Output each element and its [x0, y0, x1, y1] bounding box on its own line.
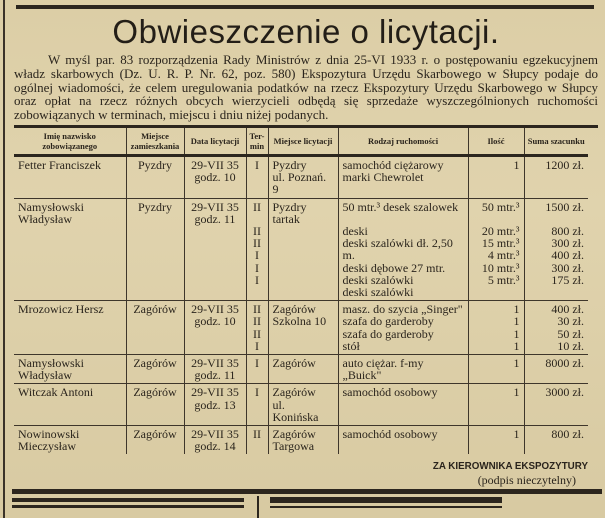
cell-item — [338, 301, 468, 355]
table-header-row — [14, 128, 588, 156]
signature-block — [14, 460, 588, 487]
cell-place — [268, 198, 338, 301]
cell-term-line: II — [253, 314, 261, 329]
cell-sum-line: 300 zł. — [551, 260, 584, 275]
cell-sum-line: 1200 zł. — [545, 157, 584, 172]
cell-qty-line: 4 mtr.³ — [487, 248, 520, 263]
cell-place-line: ul. Poznań. 9 — [272, 170, 327, 197]
cell-name-line: Namysłowski — [18, 199, 84, 214]
cell-place-line: Szkolna 10 — [272, 314, 327, 329]
cell-place-line: Zagórów — [272, 302, 316, 317]
cell-sum-line: 800 zł. — [551, 427, 584, 442]
cell-residence — [126, 155, 184, 198]
cell-sum-line: 50 zł. — [557, 326, 584, 341]
cell-qty — [468, 384, 524, 426]
next-column-rule-right — [270, 497, 502, 503]
cell-sum — [524, 384, 588, 426]
cell-residence-line: Zagórów — [133, 385, 177, 400]
cell-date-line: godz. 13 — [194, 397, 236, 412]
cell-name — [14, 198, 126, 301]
cell-date-line: 29-VII 35 — [191, 427, 239, 442]
cell-residence — [126, 355, 184, 384]
next-column-rule-left-2 — [12, 505, 244, 508]
table-row — [14, 426, 588, 455]
cell-term — [246, 155, 268, 198]
cell-sum-line: 3000 zł. — [545, 385, 584, 400]
cell-name-line: Nowinowski — [18, 427, 80, 442]
cell-name-line: Władysław — [18, 368, 72, 383]
cell-name — [14, 355, 126, 384]
cell-term-line: II — [253, 326, 261, 341]
cell-item-line: deski szalówki — [342, 272, 414, 287]
cell-term-line: II — [253, 302, 261, 317]
cell-qty-line: 1 — [513, 314, 520, 329]
notice-intro: W myśl par. 83 rozporządzenia Rady Ministrów z dnia 25-VI 1933 r. o postępowaniu egzekucyjnem władz skarbowych (Dz. U. R. P. Nr. 62, poz. 580) Ekspozytura Urzędu Skarbowego w Słupcy podaje do ogólnej wiadomości, że celem uregulowania podatków na rzecz Ekspozytury Urzędu Skarbowego w Słupcy oraz opłat na rzecz różnych obcych wierzycieli odbędą się sprzedaże wyszczególnionych ruchomości zobowiązanych w terminach, miejscu i dniu niżej podanych. — [14, 52, 598, 123]
cell-term — [246, 355, 268, 384]
cell-qty-line: 1 — [513, 302, 520, 317]
cell-qty — [468, 198, 524, 301]
cell-item-line: samochód ciężarowy — [342, 157, 444, 172]
cell-qty-line: 50 mtr.³ — [481, 199, 520, 214]
cell-name-line: Mieczysław — [18, 439, 76, 454]
cell-qty-line: 10 mtr.³ — [481, 260, 520, 275]
cell-qty-line: 1 — [513, 157, 520, 172]
cell-sum-line: 400 zł. — [551, 248, 584, 263]
table-row — [14, 355, 588, 384]
signature-note: (podpis nieczytelny) — [477, 473, 576, 488]
cell-qty-line: 20 mtr.³ — [481, 223, 520, 238]
cell-qty — [468, 155, 524, 198]
header-name: Imię nazwisko zobowiązanego — [14, 128, 126, 156]
cell-place-line: Targowa — [272, 439, 315, 454]
cell-name-line: Mrozowicz Hersz — [18, 302, 104, 317]
cell-sum — [524, 198, 588, 301]
cell-sum-line: 10 zł. — [557, 338, 584, 353]
cell-term — [246, 198, 268, 301]
header-term: Ter-min — [246, 128, 268, 156]
cell-qty-line: 15 mtr.³ — [481, 236, 520, 251]
cell-term-line: I — [255, 356, 259, 371]
cell-qty-line: 1 — [513, 427, 520, 442]
table-row — [14, 198, 588, 301]
cell-qty-line: 1 — [513, 338, 520, 353]
cell-item-line: samochód osobowy — [342, 385, 438, 400]
cell-sum-line: 300 zł. — [551, 236, 584, 251]
next-column-rule-right-2 — [270, 506, 502, 508]
cell-item — [338, 426, 468, 455]
cell-place — [268, 426, 338, 455]
next-column-rule-left — [12, 498, 244, 502]
cell-date-line: godz. 10 — [194, 314, 236, 329]
cell-date-line: godz. 11 — [194, 211, 236, 226]
cell-term-line: II — [253, 223, 261, 238]
cell-residence-line: Pyzdry — [138, 199, 172, 214]
cell-sum-line: 400 zł. — [551, 302, 584, 317]
cell-qty-line: 1 — [513, 385, 520, 400]
cell-term-line: I — [255, 338, 259, 353]
cell-date — [184, 301, 246, 355]
cell-term-line: I — [255, 157, 259, 172]
cell-item-line: marki Chewrolet — [342, 170, 424, 185]
cell-item-line: 50 mtr.³ desek szalowek — [342, 199, 459, 214]
cell-place-line: tartak — [272, 211, 300, 226]
cell-qty — [468, 355, 524, 384]
cell-name — [14, 155, 126, 198]
cell-term — [246, 384, 268, 426]
cell-item — [338, 355, 468, 384]
cell-term-line: I — [255, 272, 259, 287]
cell-place-line: ul. Konińska — [272, 397, 319, 424]
cell-place-line: Pyzdry — [272, 157, 307, 172]
cell-item-line: szafa do garderoby — [342, 314, 434, 329]
cell-date-line: 29-VII 35 — [191, 302, 239, 317]
cell-date-line: 29-VII 35 — [191, 356, 239, 371]
cell-residence-line: Zagórów — [133, 427, 177, 442]
cell-date — [184, 426, 246, 455]
cell-term — [246, 426, 268, 455]
cell-residence — [126, 301, 184, 355]
cell-term-line: I — [255, 248, 259, 263]
cell-sum-line: 800 zł. — [551, 223, 584, 238]
cell-place-line: Zagórów — [272, 356, 316, 371]
cell-item — [338, 198, 468, 301]
cell-sum — [524, 426, 588, 455]
cell-qty — [468, 301, 524, 355]
cell-residence-line: Zagórów — [133, 356, 177, 371]
table-row — [14, 155, 588, 198]
cell-sum — [524, 355, 588, 384]
cell-name-line: Fetter Franciszek — [18, 157, 101, 172]
cell-item-line: stół — [342, 338, 360, 353]
cell-place — [268, 355, 338, 384]
cell-qty — [468, 426, 524, 455]
cell-sum-line: 8000 zł. — [545, 356, 584, 371]
signature-title: ZA KIEROWNIKA EKSPOZYTURY — [432, 461, 588, 473]
cell-date-line: 29-VII 35 — [191, 157, 239, 172]
auction-table — [14, 128, 588, 454]
cell-sum-line: 30 zł. — [557, 314, 584, 329]
cell-residence-line: Zagórów — [133, 302, 177, 317]
cell-qty-line: 5 mtr.³ — [487, 272, 520, 287]
header-residence: Miejsce zamieszkania — [126, 128, 184, 156]
cell-date — [184, 155, 246, 198]
cell-item-line: masz. do szycia „Singer" — [342, 302, 463, 317]
table-body — [14, 155, 588, 454]
header-sum: Suma szacunku — [524, 128, 588, 156]
cell-place-line: Zagórów — [272, 385, 316, 400]
header-date: Data licytacji — [184, 128, 246, 156]
cell-name — [14, 384, 126, 426]
cell-date — [184, 355, 246, 384]
cell-date-line: godz. 11 — [194, 368, 236, 383]
cell-date-line: godz. 14 — [194, 439, 236, 454]
cell-item — [338, 155, 468, 198]
cell-place — [268, 301, 338, 355]
cell-item-line: auto ciężar. f-my „Buick" — [342, 356, 424, 383]
cell-sum — [524, 301, 588, 355]
cell-item-line: samochód osobowy — [342, 427, 438, 442]
cell-place-line: Pyzdry — [272, 199, 307, 214]
cell-item-line: deski — [342, 223, 368, 238]
cell-term-line: II — [253, 199, 261, 214]
cell-name — [14, 426, 126, 455]
cell-item — [338, 384, 468, 426]
cell-item-line: deski szalówki dł. 2,50 m. — [342, 236, 453, 263]
cell-place — [268, 384, 338, 426]
cell-name-line: Witczak Antoni — [18, 385, 94, 400]
cell-date — [184, 384, 246, 426]
cell-term-line: II — [253, 427, 261, 442]
cell-term-line: I — [255, 260, 259, 275]
cell-qty-line: 1 — [513, 356, 520, 371]
cell-sum-line: 175 zł. — [551, 272, 584, 287]
table-row — [14, 301, 588, 355]
top-divider — [16, 5, 594, 9]
cell-date-line: 29-VII 35 — [191, 385, 239, 400]
cell-item-line: deski szalówki — [342, 285, 414, 299]
cell-name-line: Namysłowski — [18, 356, 84, 371]
cell-place — [268, 155, 338, 198]
cell-qty-line: 1 — [513, 326, 520, 341]
cell-term — [246, 301, 268, 355]
cell-item-line: szafa do garderoby — [342, 326, 434, 341]
cell-date — [184, 198, 246, 301]
cell-name-line: Władysław — [18, 211, 72, 226]
cell-residence-line: Pyzdry — [138, 157, 172, 172]
header-qty: Ilość — [468, 128, 524, 156]
cell-term-line: I — [255, 385, 259, 400]
next-column-separator — [257, 496, 259, 518]
cell-residence — [126, 198, 184, 301]
cell-sum-line: 1500 zł. — [545, 199, 584, 214]
cell-sum — [524, 155, 588, 198]
cell-residence — [126, 426, 184, 455]
cell-date-line: 29-VII 35 — [191, 199, 239, 214]
cell-residence — [126, 384, 184, 426]
cell-term-line: II — [253, 236, 261, 251]
next-columns — [12, 494, 598, 518]
cell-place-line: Zagórów — [272, 427, 316, 442]
cell-date-line: godz. 10 — [194, 170, 236, 185]
header-place: Miejsce licytacji — [268, 128, 338, 156]
cell-name — [14, 301, 126, 355]
notice-title: Obwieszczenie o licytacji. — [112, 13, 500, 50]
cell-item-line: deski dębowe 27 mtr. — [342, 260, 446, 275]
table-row — [14, 384, 588, 426]
header-item: Rodzaj ruchomości — [338, 128, 468, 156]
